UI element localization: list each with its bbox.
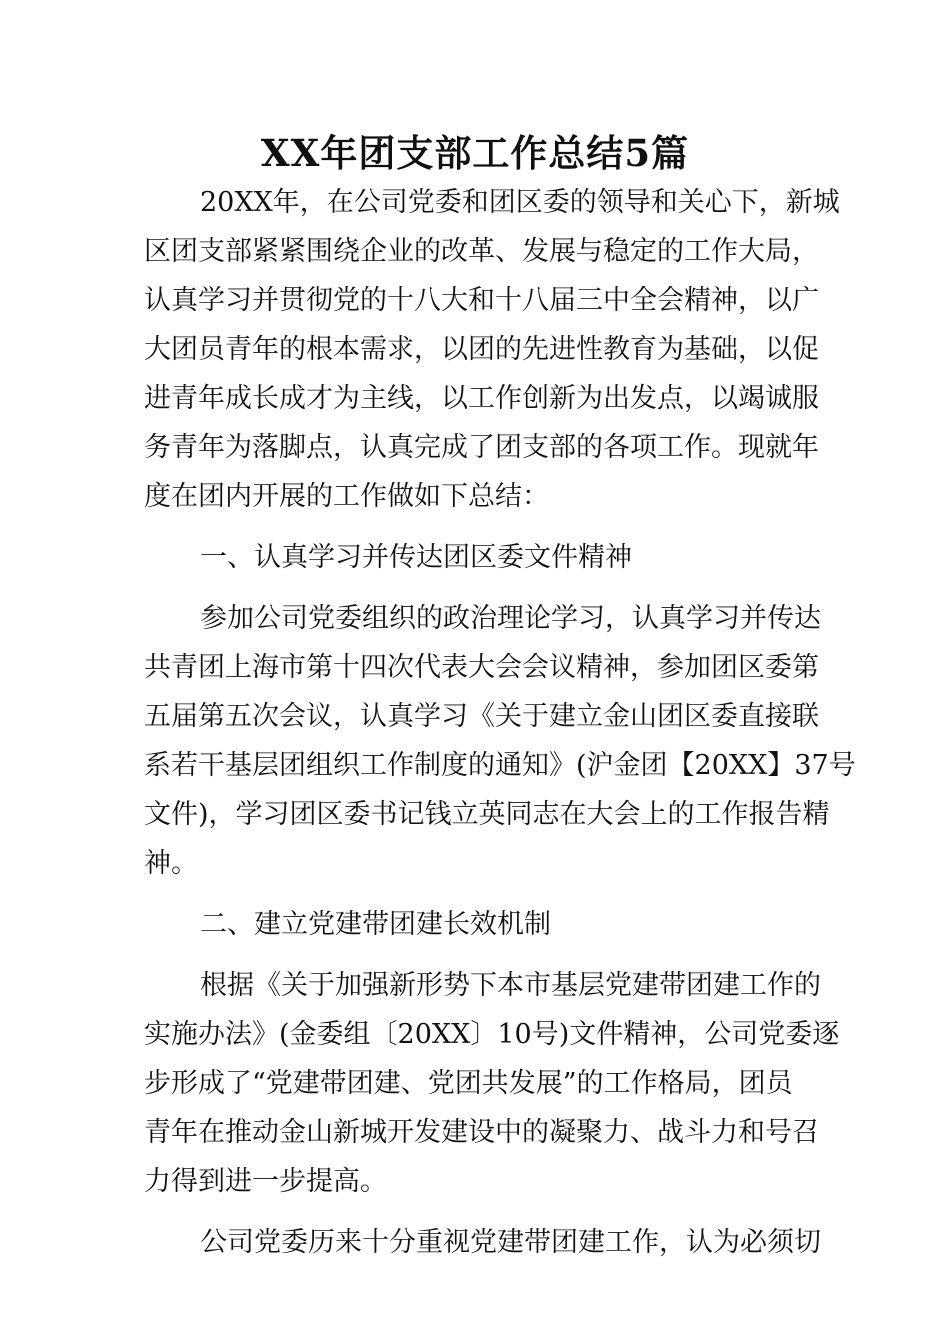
paragraph-line: 五届第五次会议，认真学习《关于建立金山团区委直接联: [144, 701, 819, 732]
paragraph-line: 系若干基层团组织工作制度的通知》(沪金团【20XX】37号: [144, 750, 856, 781]
paragraph-line: 共青团上海市第十四次代表大会会议精神，参加团区委第: [144, 652, 819, 683]
paragraph-line: 根据《关于加强新形势下本市基层党建带团建工作的: [200, 970, 821, 1001]
section-heading: 二、建立党建带团建长效机制: [200, 909, 551, 940]
paragraph-line: 公司党委历来十分重视党建带团建工作，认为必须切: [200, 1227, 821, 1258]
paragraph-line: 认真学习并贯彻党的十八大和十八届三中全会精神，以广: [144, 285, 819, 316]
paragraph-line: 度在团内开展的工作做如下总结：: [144, 481, 549, 512]
paragraph-line: 20XX年，在公司党委和团区委的领导和关心下，新城: [200, 187, 840, 218]
paragraph-line: 务青年为落脚点，认真完成了团支部的各项工作。现就年: [144, 432, 819, 463]
paragraph-line: 实施办法》(金委组〔20XX〕10号)文件精神，公司党委逐: [144, 1019, 840, 1050]
document-body: [144, 178, 856, 1267]
paragraph-line: 力得到进一步提高。: [144, 1166, 387, 1197]
paragraph-line: 区团支部紧紧围绕企业的改革、发展与稳定的工作大局，: [144, 236, 819, 267]
paragraph-line: 步形成了“党建带团建、党团共发展”的工作格局，团员: [144, 1068, 793, 1099]
paragraph-line: 进青年成长成才为主线，以工作创新为出发点，以竭诚服: [144, 383, 819, 414]
paragraph-line: 大团员青年的根本需求，以团的先进性教育为基础，以促: [144, 334, 819, 365]
document-title: XX年团支部工作总结5篇: [260, 131, 690, 175]
paragraph-line: 神。: [144, 848, 198, 879]
section-heading: 一、认真学习并传达团区委文件精神: [200, 542, 632, 573]
paragraph-line: 青年在推动金山新城开发建设中的凝聚力、战斗力和号召: [144, 1117, 819, 1148]
paragraph-line: 参加公司党委组织的政治理论学习，认真学习并传达: [200, 603, 821, 634]
paragraph-line: 文件)，学习团区委书记钱立英同志在大会上的工作报告精: [144, 799, 830, 830]
